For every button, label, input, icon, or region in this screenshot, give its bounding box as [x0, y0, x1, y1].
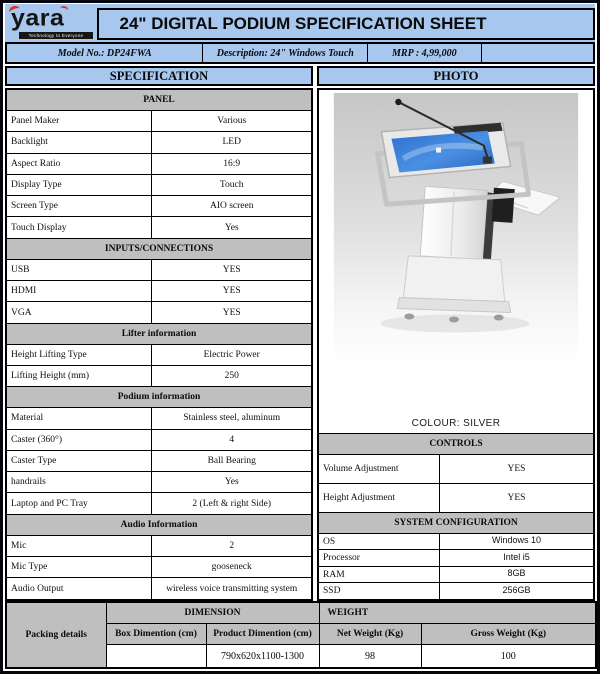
- section-header-inputs: INPUTS/CONNECTIONS: [6, 238, 312, 259]
- system-value: Windows 10: [439, 534, 594, 550]
- photo-controls-table: [317, 88, 595, 601]
- description: Description: 24" Windows Touch: [203, 43, 368, 63]
- specification-header: SPECIFICATION: [5, 66, 313, 86]
- spec-label: Mic: [6, 535, 152, 556]
- control-label: Height Adjustment: [318, 484, 439, 513]
- spec-value: LED: [152, 132, 312, 153]
- photo-header: PHOTO: [317, 66, 595, 86]
- control-value: YES: [439, 484, 594, 513]
- spec-label: Caster (360°): [6, 429, 152, 450]
- packing-table: [5, 601, 597, 669]
- spec-label: Caster Type: [6, 450, 152, 471]
- right-column: [317, 88, 595, 601]
- spec-label: Aspect Ratio: [6, 153, 152, 174]
- spec-label: Audio Output: [6, 578, 152, 600]
- gross-weight-value: 100: [421, 645, 596, 668]
- spec-value: 2 (Left & right Side): [152, 493, 312, 514]
- spec-label: Screen Type: [6, 196, 152, 217]
- system-label: SSD: [318, 583, 439, 600]
- spec-value: Various: [152, 111, 312, 132]
- section-header-lifter: Lifter information: [6, 323, 312, 344]
- spec-value: AIO screen: [152, 196, 312, 217]
- spec-value: Stainless steel, aluminum: [152, 408, 312, 429]
- specification-table: [5, 88, 313, 601]
- spec-label: Panel Maker: [6, 111, 152, 132]
- box-dimension-value: [106, 645, 206, 668]
- section-header-audio: Audio Information: [6, 514, 312, 535]
- spec-label: VGA: [6, 302, 152, 323]
- mrp: MRP : 4,99,000: [368, 43, 481, 63]
- spec-value: 2: [152, 535, 312, 556]
- spec-label: HDMI: [6, 281, 152, 302]
- page-title: 24" DIGITAL PODIUM SPECIFICATION SHEET: [97, 8, 595, 40]
- spec-label: Backlight: [6, 132, 152, 153]
- section-header-system: SYSTEM CONFIGURATION: [318, 513, 594, 534]
- photo-cell: [318, 89, 594, 434]
- brand-row: [5, 4, 595, 42]
- spec-value: wireless voice transmitting system: [152, 578, 312, 600]
- logo-wordmark: yara: [11, 5, 65, 31]
- system-label: Processor: [318, 550, 439, 566]
- main-columns: [5, 88, 595, 601]
- section-header-panel: PANEL: [6, 89, 312, 111]
- spec-label: Mic Type: [6, 557, 152, 578]
- section-header-podium: Podium information: [6, 387, 312, 408]
- gross-weight-header: Gross Weight (Kg): [421, 624, 596, 645]
- spec-label: Laptop and PC Tray: [6, 493, 152, 514]
- header-band: [5, 4, 595, 64]
- control-value: YES: [439, 455, 594, 484]
- spec-label: USB: [6, 259, 152, 280]
- section-header-controls: CONTROLS: [318, 434, 594, 455]
- spec-value: gooseneck: [152, 557, 312, 578]
- podium-photo: [333, 93, 579, 391]
- system-value: 8GB: [439, 566, 594, 582]
- info-row: [5, 42, 595, 64]
- net-weight-header: Net Weight (Kg): [319, 624, 421, 645]
- spec-value: YES: [152, 302, 312, 323]
- spec-value: 16:9: [152, 153, 312, 174]
- info-empty-cell: [481, 43, 594, 63]
- weight-header: WEIGHT: [319, 602, 596, 624]
- spec-label: Material: [6, 408, 152, 429]
- dimension-header: DIMENSION: [106, 602, 319, 624]
- spec-label: Display Type: [6, 174, 152, 195]
- net-weight-value: 98: [319, 645, 421, 668]
- spec-value: 250: [152, 365, 312, 386]
- system-value: 256GB: [439, 583, 594, 600]
- spec-label: handrails: [6, 472, 152, 493]
- spec-value: 4: [152, 429, 312, 450]
- colour-label: COLOUR: SILVER: [411, 418, 501, 429]
- spec-label: Lifting Height (mm): [6, 365, 152, 386]
- product-dimension-header: Product Dimention (cm): [206, 624, 319, 645]
- yara-logo: [5, 4, 97, 42]
- spec-value: YES: [152, 281, 312, 302]
- control-label: Volume Adjustment: [318, 455, 439, 484]
- spec-value: Electric Power: [152, 344, 312, 365]
- spec-value: Ball Bearing: [152, 450, 312, 471]
- system-value: Intel i5: [439, 550, 594, 566]
- spec-label: Touch Display: [6, 217, 152, 238]
- spec-value: Touch: [152, 174, 312, 195]
- spec-value: Yes: [152, 472, 312, 493]
- spec-value: YES: [152, 259, 312, 280]
- system-label: RAM: [318, 566, 439, 582]
- packing-details-label: Packing details: [6, 602, 106, 668]
- logo-tagline: Technology to Everyone: [19, 32, 93, 39]
- spec-label: Height Lifting Type: [6, 344, 152, 365]
- system-label: OS: [318, 534, 439, 550]
- box-dimension-header: Box Dimention (cm): [106, 624, 206, 645]
- product-dimension-value: 790x620x1100-1300: [206, 645, 319, 668]
- spec-value: Yes: [152, 217, 312, 238]
- column-headers: [5, 66, 595, 86]
- model-number: Model No.: DP24FWA: [6, 43, 203, 63]
